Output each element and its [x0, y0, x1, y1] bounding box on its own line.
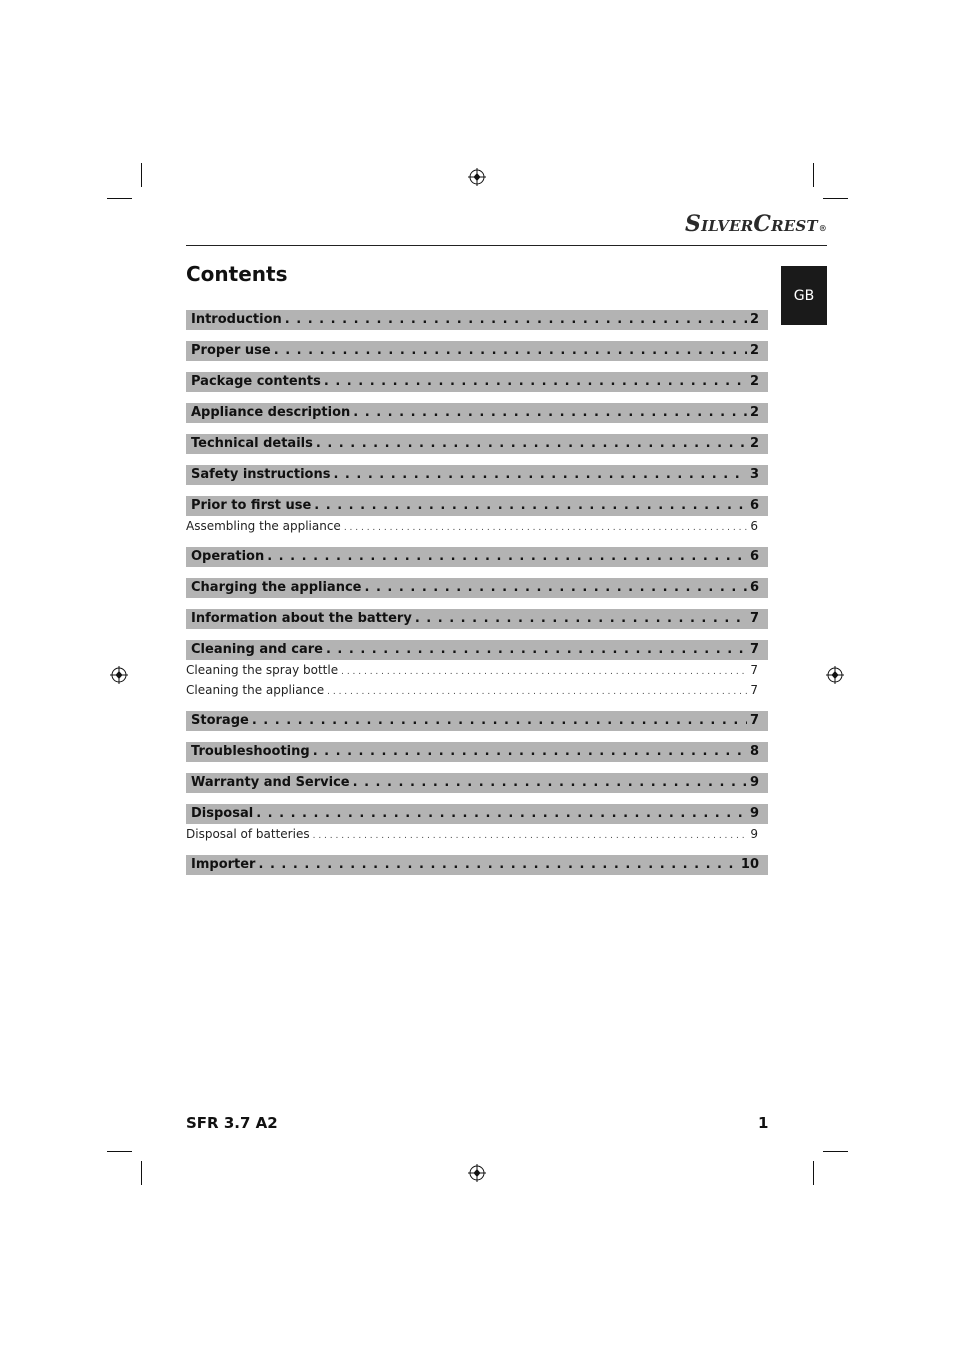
- toc-entry[interactable]: [186, 434, 768, 454]
- toc-entry[interactable]: [186, 372, 768, 392]
- toc-entry-page: 2: [749, 374, 759, 389]
- toc-gap: [186, 361, 768, 372]
- toc-dot-leader: [326, 640, 747, 660]
- toc-entry-label: Safety instructions: [191, 467, 331, 482]
- toc-entry-page: 3: [749, 467, 759, 482]
- language-tab: [781, 266, 827, 325]
- toc-entry[interactable]: [186, 578, 768, 598]
- toc-entry[interactable]: [186, 403, 768, 423]
- toc-dot-leader: [324, 372, 747, 392]
- toc-subentry[interactable]: [186, 824, 768, 844]
- toc-gap: [186, 536, 768, 547]
- toc-dot-leader: [313, 742, 747, 762]
- toc-gap: [186, 598, 768, 609]
- toc-entry-label: Troubleshooting: [191, 744, 310, 759]
- toc-entry[interactable]: [186, 742, 768, 762]
- toc-dot-leader: [314, 496, 747, 516]
- toc-entry-page: 7: [749, 611, 759, 626]
- toc-entry-label: Charging the appliance: [191, 580, 362, 595]
- toc-dot-leader: [313, 826, 748, 844]
- toc-gap: [186, 485, 768, 496]
- toc-dot-leader: [252, 711, 747, 731]
- toc-gap: [186, 762, 768, 773]
- toc-entry-page: 9: [750, 827, 758, 841]
- toc-entry-page: 9: [749, 806, 759, 821]
- header-rule: [186, 245, 827, 246]
- toc-entry-page: 2: [749, 405, 759, 420]
- registration-mark-icon: [468, 168, 486, 186]
- toc-entry-label: Proper use: [191, 343, 271, 358]
- footer-page-number: 1: [758, 1114, 769, 1132]
- toc-entry-label: Package contents: [191, 374, 321, 389]
- toc-entry-page: 10: [740, 857, 759, 872]
- toc-entry[interactable]: [186, 609, 768, 629]
- toc-entry[interactable]: [186, 711, 768, 731]
- toc-entry-label: Technical details: [191, 436, 313, 451]
- toc-entry-label: Warranty and Service: [191, 775, 350, 790]
- toc-dot-leader: [274, 341, 747, 361]
- toc-gap: [186, 731, 768, 742]
- toc-entry-page: 7: [750, 683, 758, 697]
- toc-dot-leader: [316, 434, 747, 454]
- toc-gap: [186, 392, 768, 403]
- toc-entry-label: Assembling the appliance: [186, 519, 341, 533]
- toc-dot-leader: [341, 662, 747, 680]
- toc-entry-page: 6: [750, 519, 758, 533]
- toc-entry[interactable]: [186, 804, 768, 824]
- toc-entry[interactable]: [186, 773, 768, 793]
- registration-mark-icon: [110, 666, 128, 684]
- toc-entry[interactable]: [186, 640, 768, 660]
- language-tab-label: GB: [793, 287, 815, 304]
- toc-entry-label: Information about the battery: [191, 611, 412, 626]
- toc-subentry[interactable]: [186, 516, 768, 536]
- crop-mark: [823, 198, 848, 199]
- brand-logo: [685, 211, 827, 239]
- toc-entry-page: 2: [749, 343, 759, 358]
- crop-mark: [107, 198, 132, 199]
- crop-mark: [823, 1151, 848, 1152]
- toc-entry-page: 2: [749, 436, 759, 451]
- toc-entry-label: Cleaning the appliance: [186, 683, 325, 697]
- toc-entry-page: 7: [750, 663, 758, 677]
- brand-wordmark: SilverCrest: [684, 211, 818, 237]
- toc-dot-leader: [285, 310, 747, 330]
- toc-entry-label: Cleaning the spray bottle: [186, 663, 339, 677]
- toc-entry-label: Introduction: [191, 312, 282, 327]
- toc-entry-label: Disposal of batteries: [186, 827, 310, 841]
- toc-gap: [186, 454, 768, 465]
- toc-entry-page: 6: [749, 580, 759, 595]
- toc-entry[interactable]: [186, 855, 768, 875]
- toc-entry-label: Disposal: [191, 806, 254, 821]
- registered-mark: ®: [818, 223, 827, 233]
- footer-model: SFR 3.7 A2: [186, 1114, 278, 1132]
- toc-entry-page: 7: [749, 713, 759, 728]
- toc-entry-page: 9: [749, 775, 759, 790]
- toc-gap: [186, 844, 768, 855]
- toc-entry-label: Prior to first use: [191, 498, 312, 513]
- crop-mark: [141, 1161, 142, 1185]
- crop-mark: [107, 1151, 132, 1152]
- toc-dot-leader: [344, 518, 748, 536]
- toc-dot-leader: [353, 403, 747, 423]
- toc-entry-page: 6: [749, 549, 759, 564]
- toc-entry-label: Storage: [191, 713, 249, 728]
- toc-entry[interactable]: [186, 547, 768, 567]
- toc-dot-leader: [353, 773, 747, 793]
- toc-entry[interactable]: [186, 496, 768, 516]
- toc-entry-label: Appliance description: [191, 405, 351, 420]
- page-title: Contents: [186, 262, 288, 286]
- toc-dot-leader: [333, 465, 747, 485]
- toc-dot-leader: [258, 855, 737, 875]
- toc-dot-leader: [365, 578, 747, 598]
- table-of-contents: [186, 310, 768, 875]
- crop-mark: [141, 163, 142, 187]
- toc-subentry[interactable]: [186, 680, 768, 700]
- toc-entry[interactable]: [186, 465, 768, 485]
- toc-dot-leader: [327, 682, 747, 700]
- toc-gap: [186, 423, 768, 434]
- toc-gap: [186, 330, 768, 341]
- toc-gap: [186, 567, 768, 578]
- toc-entry-page: 8: [749, 744, 759, 759]
- toc-entry-page: 7: [749, 642, 759, 657]
- toc-dot-leader: [415, 609, 747, 629]
- registration-mark-icon: [468, 1164, 486, 1182]
- toc-dot-leader: [256, 804, 747, 824]
- toc-gap: [186, 700, 768, 711]
- toc-subentry[interactable]: [186, 660, 768, 680]
- crop-mark: [813, 1161, 814, 1185]
- toc-entry-page: 6: [749, 498, 759, 513]
- registration-mark-icon: [826, 666, 844, 684]
- crop-mark: [813, 163, 814, 187]
- toc-entry[interactable]: [186, 310, 768, 330]
- toc-entry-label: Importer: [191, 857, 256, 872]
- toc-gap: [186, 629, 768, 640]
- toc-gap: [186, 793, 768, 804]
- toc-entry-label: Cleaning and care: [191, 642, 323, 657]
- toc-dot-leader: [267, 547, 747, 567]
- toc-entry-label: Operation: [191, 549, 265, 564]
- toc-entry[interactable]: [186, 341, 768, 361]
- toc-entry-page: 2: [749, 312, 759, 327]
